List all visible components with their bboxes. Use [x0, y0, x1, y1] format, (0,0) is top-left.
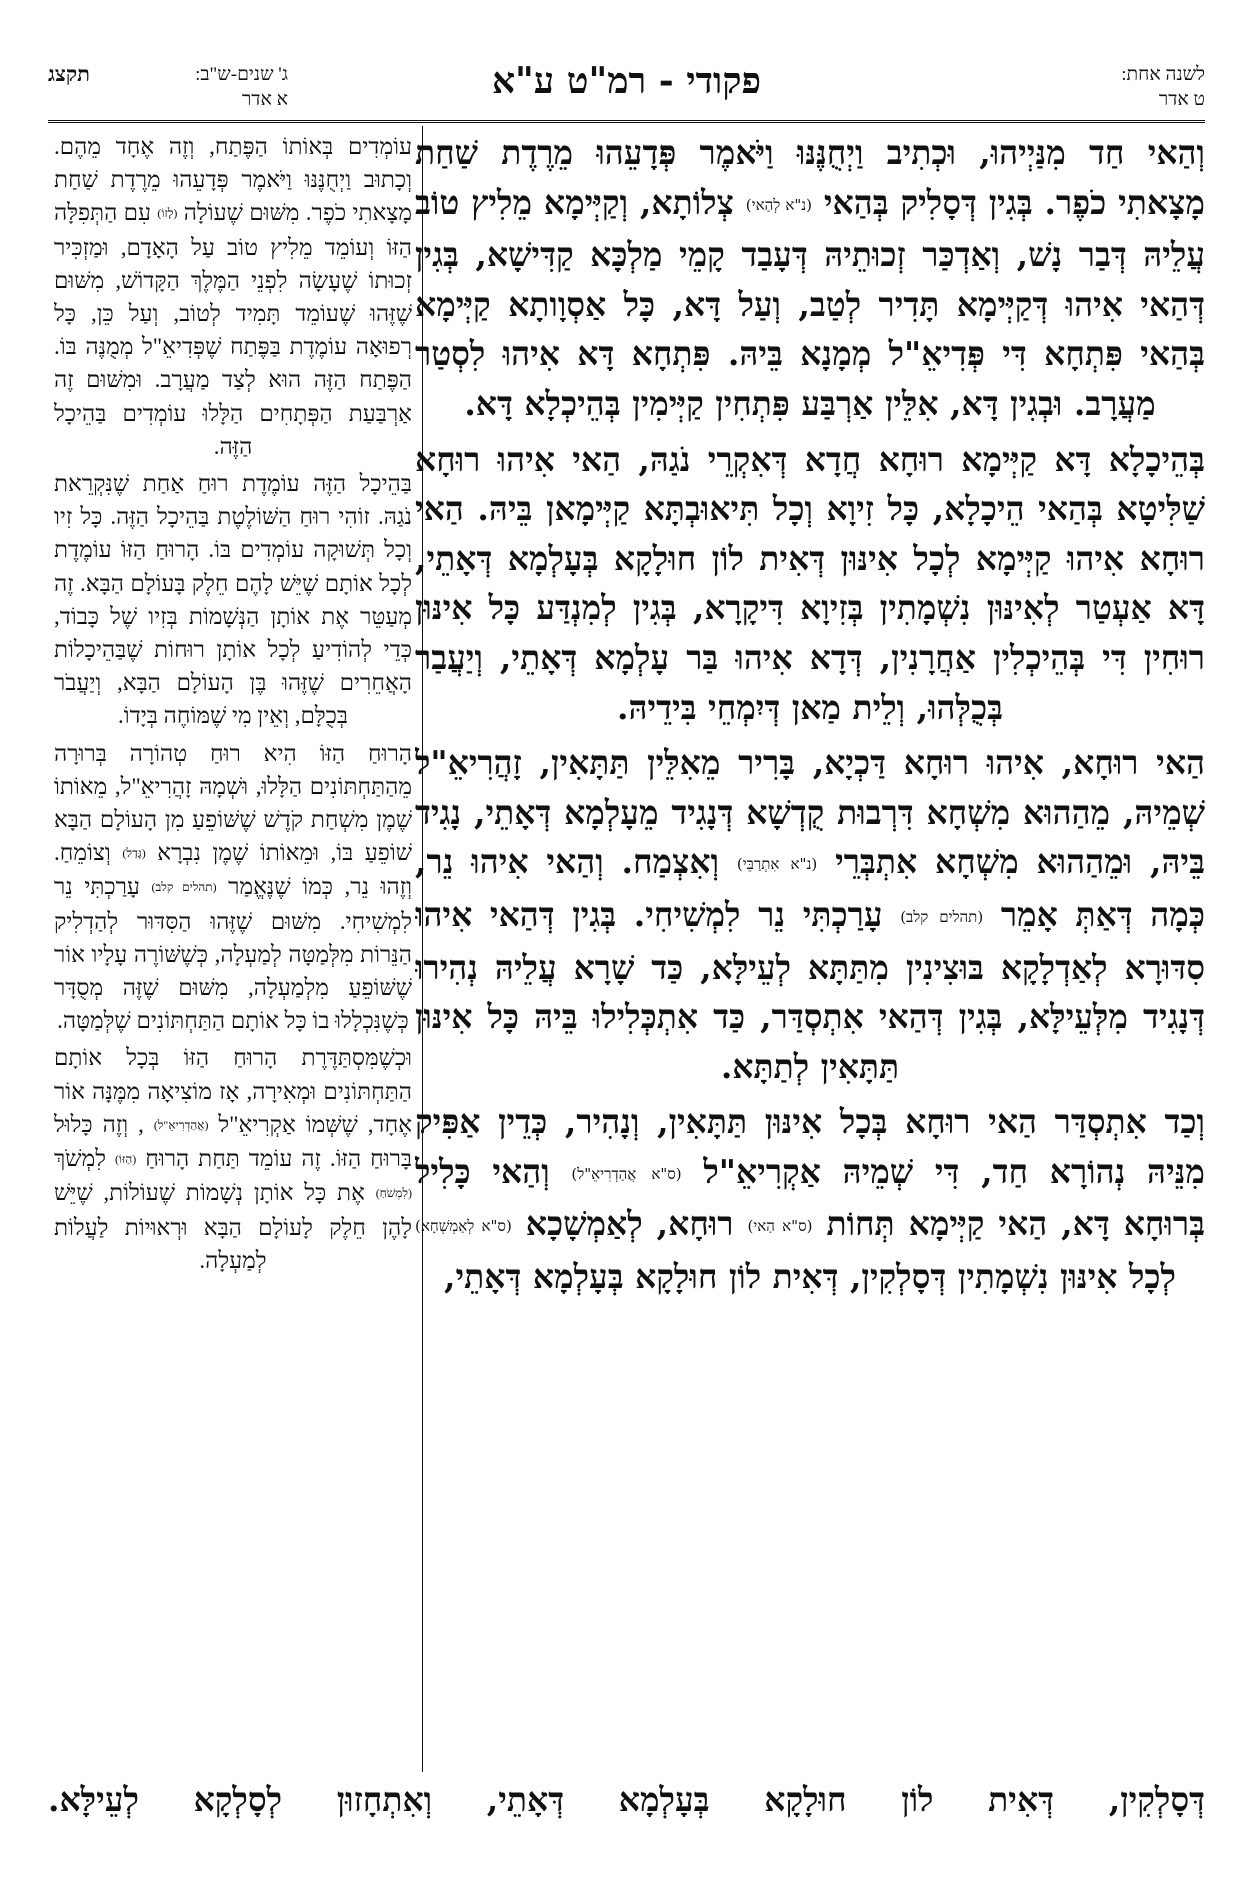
translation-paragraph: [54, 1041, 412, 1276]
main-text-column: [415, 128, 1205, 1768]
translation-text-segment: בַּהֵיכָל הַזֶּה עוֹמֶדֶת רוּחַ אַחַת שֶׁנִּקְרֵאת נֹגַהּ. זוֹהִי רוּחַ הַשּׁוֹלֶטֶת בַּהֵיכָל הַזֶּה. כָּל זִיו וְכָל תְּשׁוּקָה עוֹמְדִים בּוֹ. הָרוּחַ הַזּוֹ עוֹמֶדֶת לְכָל אוֹתָם שֶׁיֵּשׁ לָהֶם חֵלֶק בָּעוֹלָם הַבָּא. זֶה מְעַטֵּר אֶת אוֹתָן הַנְּשָׁמוֹת בְּזִיו שֶׁל כָּבוֹד, כְּדֵי לְהוֹדִיעַ לְכָל אוֹתָן רוּחוֹת שֶׁבַּהֵיכָלוֹת הָאֲחֵרִים שֶׁזֶּהוּ בֶּן הָעוֹלָם הַבָּא, וְיַעֲבֹר בְּכֻלָּם, וְאֵין מִי שֶׁמּוֹחֶה בְּיָדוֹ.: [54, 471, 412, 729]
header-reading-schedule-three-years: [48, 62, 288, 112]
main-text-segment: וְהַאי חַד מִנַּיְיהוּ, וּכְתִיב וַיְחֻנֶּנּוּ וַיֹּאמֶר פְּדָעֵהוּ מֵרֶדֶת שַׁחַת מָצָאתִי כֹפֶר. בְּגִין דְּסָלִיק בְּהַאי: [415, 133, 1205, 222]
main-text-segment: צְלוֹתָא, וְקַיְּימָא מֵלִיץ טוֹב עֲלֵיהּ דְּבַר נָשׁ, וְאַדְכַּר זְכוּתֵיהּ דְּעָבַד קָמֵי מַלְכָּא קַדִּישָׁא, בְּגִין דְּהַאי אִיהוּ דְּקַיְּימָא תָּדִיר לְטַב, וְעַל דָּא, כָּל אַסְוָותָא קַיְּימָא בְּהַאי פִּתְחָא דִּי פְּדִיאֵ"ל מְמָנָא בֵּיהּ. פִּתְחָא דָּא אִיהוּ לִסְטַר מַעֲרָב. וּבְגִין דָּא, אִלֵּין אַרְבַּע פִּתְחִין קַיְּימִין בְּהֵיכְלָא דָּא.: [415, 182, 1205, 423]
translation-text-segment: וְצוֹמֵחַ. וְזֶהוּ נֵר, כְּמוֹ שֶׁנֶּאֱמַר: [54, 840, 412, 900]
closing-line: דְּסָלְקִין, דְּאִית לוֹן חוּלָקָא בְּעָלְמָא דְּאָתֵי, וְאִתְחָזוּן לְסָלְקָא לְעֵילָּא.: [48, 1780, 1205, 1819]
page-number: תקצג: [48, 62, 90, 86]
translation-text-segment: אֶת כָּל אוֹתָן נְשָׁמוֹת שֶׁעוֹלוֹת, שֶׁיֵּשׁ לָהֶן חֵלֶק לָעוֹלָם הַבָּא וּרְאוּיוֹת לַעֲלוֹת לְמַעְלָה.: [54, 1180, 412, 1273]
main-text-segment: לְכָל אִינּוּן נִשְׁמָתִין דְּסָלְקִין, דְּאִית לוֹן חוּלָקָא בְּעָלְמָא דְּאָתֵי,: [444, 1257, 1176, 1297]
variant-note: (ס"א הַאי): [747, 1217, 813, 1236]
variant-note: (לִמְשֹׁחַ): [375, 1186, 412, 1201]
source-reference: (תהלים קלב): [900, 907, 984, 926]
variant-note: (ס"א לְאַמְשְׁחָא): [415, 1217, 512, 1236]
main-text-segment: עָרַכְתִּי נֵר לִמְשִׁיחִי. בְּגִין דְּהַאי אִיהוּ סִדּוּרָא לְאַדְלָקָא בּוּצִינִין מִתַּתָּא לְעֵילָּא, כַּד שָׁרָא עֲלֵיהּ נְהִירוּ דְּנָגִיד מִלְּעֵילָּא, בְּגִין דְּהַאי אִתְסְדַּר, כַּד אִתְכְּלִילוּ בֵּיהּ כָּל אִינּוּן תַּתָּאִין לְתַתָּא.: [415, 894, 1205, 1086]
main-paragraph: [415, 1097, 1205, 1301]
translation-paragraph: [54, 737, 412, 1038]
variant-note: (אֲהַדְרִיאֵ"ל): [153, 1117, 209, 1132]
header-schedule-label: לשנה אחת:: [1121, 64, 1205, 85]
main-text-segment: וְהַאי כָּלִיל בְּרוּחָא דָּא, הַאי קַיְּימָא תְּחוֹת: [415, 1151, 1205, 1244]
translation-text-segment: עָרַכְתִּי נֵר לִמְשִׁיחִי. מִשּׁוּם שֶׁזֶּהוּ הַסִּדּוּר לְהַדְלִיק הַנֵּרוֹת מִלְּמַטָּה לְמַעְלָה, כְּשֶׁשּׁוֹרֶה עָלָיו אוֹר שֶׁשּׁוֹפֵעַ מִלְמַעְלָה, מִשּׁוּם שֶׁזֶּה מְסֻדָּר כְּשֶׁנִּכְלָלוּ בוֹ כָּל אוֹתָם הַתַּחְתּוֹנִים שֶׁלְּמַטָּה.: [54, 874, 412, 1034]
page-header: [48, 58, 1205, 120]
variant-note: (נ"א לְהַאי): [745, 195, 812, 214]
main-text-segment: וְכַד אִתְסְדַּר הַאי רוּחָא בְּכָל אִינּוּן תַּתָּאִין, וְנָהִיר, כְּדֵין אַפִּיק מִנֵּיהּ נְהוֹרָא חַד, דִּי שְׁמֵיהּ אַקְרִיאֵ"ל: [415, 1102, 1205, 1191]
variant-note: (לָזוֹ): [157, 206, 178, 221]
header-schedule-3yr-label: ג' שנים-ש"ב:: [195, 64, 288, 85]
main-paragraph: [415, 435, 1205, 733]
header-rule: [48, 120, 1205, 123]
translation-paragraph: [54, 130, 412, 463]
source-reference: (תהלים קלב): [151, 880, 217, 895]
header-schedule-3yr-date: א אדר: [241, 89, 288, 110]
main-text-segment: הַאי רוּחָא, אִיהוּ רוּחָא דַּכְיָא, בָּרִיר מֵאִלֵּין תַּתָּאִין, זָהֲרִיאֵ"ל שְׁמֵיהּ, מֵהַהוּא מִשְׁחָא דִּרְבוּת קֻדְשָׁא דְּנָגִיד מֵעָלְמָא דְּאָתֵי, נָגִיד בֵּיהּ, וּמֵהַהוּא מִשְׁחָא אִתְבְּרֵי: [415, 743, 1205, 882]
variant-note: (גָּדַל): [122, 846, 146, 861]
translation-text-segment: , וְזֶה כָּלוּל בָּרוּחַ הַזּוֹ. זֶה עוֹמֵד תַּחַת הָרוּחַ: [54, 1111, 412, 1172]
page-title: פקודי - רמ"ט ע"א: [491, 60, 762, 102]
main-paragraph: [415, 738, 1205, 1091]
main-text-segment: וְאִצְמַח. וְהַאי אִיהוּ נֵר, כְּמָה דְּאַתְּ אָמֵר: [415, 842, 1205, 934]
main-text-segment: בְּהֵיכָלָא דָּא קַיְּימָא רוּחָא חֲדָא דְּאִקְרֵי נֹגַהּ, הַאי אִיהוּ רוּחָא שַׁלִּיטָא בְּהַאי הֵיכָלָא, כָּל זִיוָא וְכָל תִּיאוּבְתָּא קַיְּימָאן בֵּיהּ. הַאי רוּחָא אִיהוּ קַיְּימָא לְכָל אִינּוּן דְּאִית לוֹן חוּלָקָא בְּעָלְמָא דְּאָתֵי, דָּא אַעְטַר לְאִינּוּן נִשְׁמָתִין בְּזִיוָא דִּיקָרָא, בְּגִין לְמִנְדַּע כָּל אִינּוּן רוּחִין דִּי בְּהֵיכְלִין אַחֲרָנִין, דְּדָא אִיהוּ בַּר עָלְמָא דְּאָתֵי, וְיַעֲבַר בְּכֻלְּהוּ, וְלֵית מַאן דְּיִמְחֵי בִּידֵיהּ.: [415, 439, 1205, 727]
main-text-segment: רוּחָא, לְאַמְשָׁכָא: [525, 1204, 734, 1244]
variant-note: (הַזּוֹ): [114, 1152, 137, 1167]
translation-text-segment: עוֹמְדִים בְּאוֹתוֹ הַפֶּתַח, וְזֶה אֶחָד מֵהֶם. וְכָתוּב וַיְחֻנֶּנּוּ וַיֹּאמֶר פְּדָעֵהוּ מֵרֶדֶת שַׁחַת מָצָאתִי כֹפֶר. מִשּׁוּם שֶׁעוֹלָה: [54, 134, 412, 226]
translation-column: [54, 130, 412, 1770]
translation-text-segment: עִם הַתְּפִלָּה הַזּוֹ וְעוֹמֵד מֵלִיץ טוֹב עַל הָאָדָם, וּמַזְכִּיר זְכוּתוֹ שֶׁעָשָׂה לִפְנֵי הַמֶּלֶךְ הַקָּדוֹשׁ, מִשּׁוּם שֶׁזֶּהוּ שֶׁעוֹמֵד תָּמִיד לְטוֹב, וְעַל כֵּן, כָּל רְפוּאָה עוֹמֶדֶת בַּפֶּתַח שֶׁפְּדִיאֵ"ל מְמֻנֶּה בּוֹ. הַפֶּתַח הַזֶּה הוּא לְצַד מַעֲרָב. וּמִשּׁוּם זֶה אַרְבַּעַת הַפְּתָחִים הַלָּלוּ עוֹמְדִים בַּהֵיכָל הַזֶּה.: [54, 200, 412, 459]
translation-text-segment: לִמְשֹׁךְ: [54, 1146, 106, 1172]
header-schedule-date: ט אדר: [1158, 89, 1205, 110]
header-left-row-1: [48, 62, 288, 87]
variant-note: (נ"א אִתְרַבֵּי): [736, 855, 818, 874]
translation-text-segment: וּכְשֶׁמִּסְתַּדֶּרֶת הָרוּחַ הַזּוֹ בְּכָל אוֹתָם הַתַּחְתּוֹנִים וּמְאִירָה, אָז מוֹצִיאָה מִמֶּנָּה אוֹר אֶחָד, שֶׁשְּׁמוֹ אַקְרִיאֵ"ל: [54, 1045, 412, 1137]
main-paragraph: [415, 128, 1205, 429]
translation-paragraph: [54, 467, 412, 733]
variant-note: (ס"א אֲהַדְרִיאֵ"ל): [571, 1164, 682, 1183]
translation-text-segment: הָרוּחַ הַזּוֹ הִיא רוּחַ טְהוֹרָה בְּרוּרָה מֵהַתַּחְתּוֹנִים הַלָּלוּ, וּשְׁמָהּ זָהֲרִיאֵ"ל, מֵאוֹתוֹ שֶׁמֶן מִשְׁחַת קֹדֶשׁ שֶׁשּׁוֹפֵעַ מִן הָעוֹלָם הַבָּא שׁוֹפֵעַ בּוֹ, וּמֵאוֹתוֹ שֶׁמֶן נִבְרָא: [54, 740, 412, 866]
